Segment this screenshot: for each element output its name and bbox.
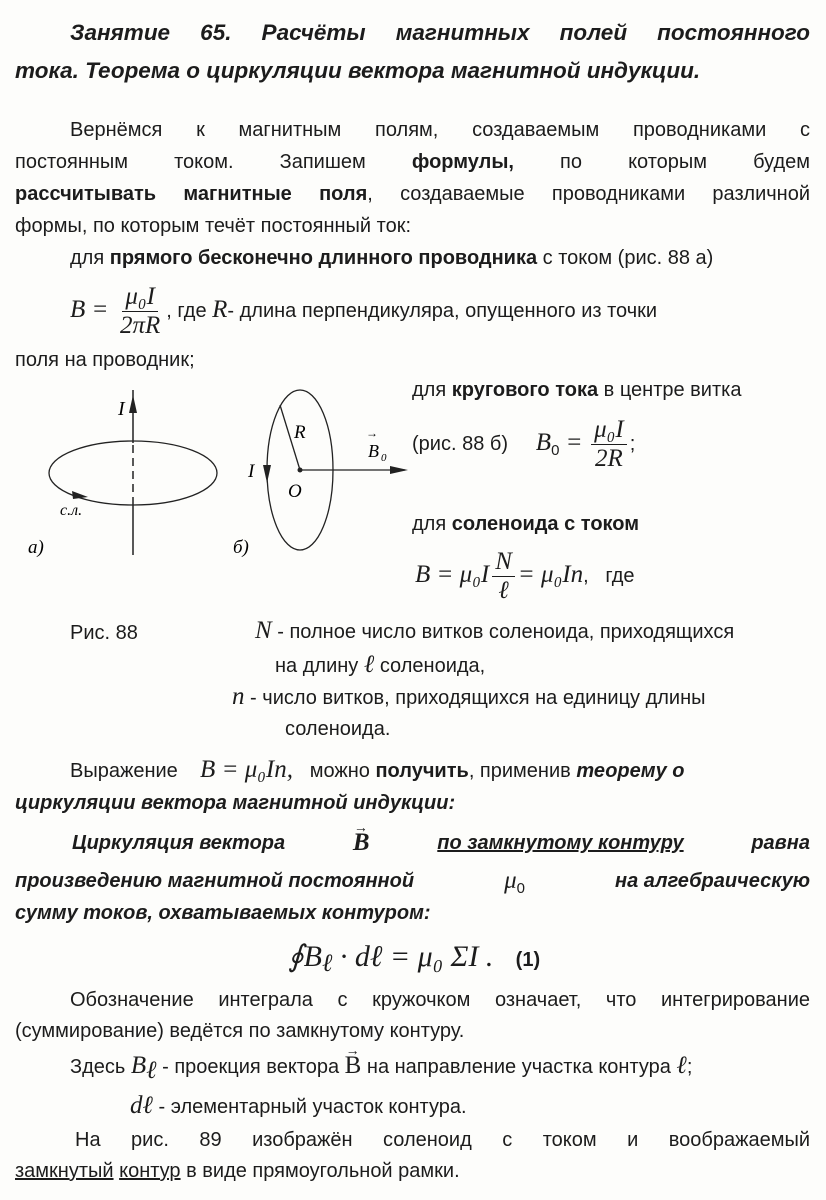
denominator: 2R xyxy=(595,445,623,473)
symbol: n xyxy=(232,683,245,710)
text: соленоида, xyxy=(374,655,486,677)
text: ; xyxy=(686,1056,693,1078)
notes-line-4 xyxy=(130,1093,467,1120)
bold-text: формулы, xyxy=(411,151,514,173)
bold-italic-text: теорему о xyxy=(576,760,685,782)
bold-text: рассчитывать магнитные поля xyxy=(15,183,368,205)
denominator: ℓ xyxy=(498,577,509,605)
circular-formula-line xyxy=(412,415,635,479)
def-n-small-line-1 xyxy=(232,684,706,711)
underlined-text: по замкнутому контуру xyxy=(437,832,684,854)
intro-line-1: Вернёмся к магнитным полям, создаваемым проводниками с xyxy=(70,119,810,141)
formula: = μ₀In xyxy=(517,561,584,588)
text: , где xyxy=(166,300,213,322)
text: (рис. 88 б) xyxy=(412,433,508,455)
notes-line-6 xyxy=(15,1158,460,1184)
solenoid-heading xyxy=(412,511,639,537)
straight-cont: поля на проводник; xyxy=(15,349,195,371)
text: на алгебраическую xyxy=(615,870,810,892)
text: на длину xyxy=(275,655,364,677)
underlined-text: контур xyxy=(119,1160,181,1182)
theorem-line-3: сумму токов, охватываемых контуром: xyxy=(15,902,431,924)
text: - элементарный участок контура. xyxy=(152,1096,467,1118)
vector-b: → B xyxy=(353,830,370,856)
text: Здесь xyxy=(70,1056,131,1078)
label-i-loop: I xyxy=(248,461,255,482)
svg-text:→: → xyxy=(366,426,378,440)
fraction xyxy=(591,416,627,473)
text: в центре витка xyxy=(598,379,742,401)
notes-line-2: (суммирование) ведётся по замкнутому контуру. xyxy=(15,1020,465,1042)
straight-formula-line xyxy=(70,282,657,340)
text: ; xyxy=(629,433,636,455)
text: в виде прямоугольной рамки. xyxy=(180,1160,460,1182)
text: , применив xyxy=(468,760,577,782)
text: на направление участка контура xyxy=(361,1056,677,1078)
label-b: б) xyxy=(233,537,249,558)
bold-text: получить xyxy=(375,760,469,782)
solenoid-formula-line xyxy=(415,547,635,605)
bold-text: прямого бесконечно длинного проводника xyxy=(109,247,538,269)
text: для xyxy=(412,379,452,401)
label-r: R xyxy=(294,422,306,443)
text: для xyxy=(412,513,452,535)
fraction xyxy=(492,548,515,605)
theorem-line-1 xyxy=(72,830,810,856)
intro-line-3 xyxy=(15,181,810,207)
label-b0-sub: 0 xyxy=(381,452,387,464)
equation-number: (1) xyxy=(515,949,541,971)
text: - длина перпендикуляра, опущенного из точки xyxy=(227,300,658,322)
symbol: B xyxy=(130,1052,147,1079)
symbol: ℓ xyxy=(676,1052,687,1079)
formula-b: B xyxy=(535,429,552,456)
symbol: ℓ xyxy=(363,651,375,678)
expr-line-2: циркуляции вектора магнитной индукции: xyxy=(15,792,456,814)
def-n-small-line-2: соленоида. xyxy=(285,718,391,740)
text: произведению магнитной постоянной xyxy=(15,870,415,892)
text: равна xyxy=(751,832,810,854)
subscript: ℓ xyxy=(321,950,333,977)
text: Циркуляция вектора xyxy=(72,832,286,854)
text: с током (рис. 88 а) xyxy=(537,247,714,269)
def-n-line-2 xyxy=(275,652,485,679)
def-n-line-1 xyxy=(255,618,734,645)
denominator: 2πR xyxy=(119,312,161,340)
formula: B = μ₀In, xyxy=(200,756,294,783)
title-line-2: тока. Теорема о циркуляции вектора магнитной индукции. xyxy=(15,58,701,83)
bold-text: соленоида с током xyxy=(451,513,640,535)
numerator: μ₀I xyxy=(122,283,158,312)
text: Выражение xyxy=(70,760,178,782)
fraction xyxy=(117,283,163,340)
text: где xyxy=(605,565,635,587)
text: - число витков, приходящихся на единицу длины xyxy=(244,687,706,709)
text: для xyxy=(70,247,110,269)
vector-b: → B xyxy=(345,1053,362,1079)
formula: · dℓ = μ₀ ΣI . xyxy=(332,940,494,973)
symbol: N xyxy=(255,617,272,644)
intro-line-4: формы, по которым течёт постоянный ток: xyxy=(15,215,412,237)
text: постоянным током. Запишем xyxy=(15,151,412,173)
current-arrow-icon xyxy=(129,395,137,413)
formula: B = μ₀I xyxy=(415,561,490,588)
figure-caption: Рис. 88 xyxy=(70,622,138,644)
notes-line-3 xyxy=(70,1053,692,1084)
straight-heading xyxy=(70,245,713,271)
b0-arrow-icon xyxy=(390,466,408,474)
label-o: O xyxy=(288,481,302,502)
theorem-line-2 xyxy=(15,868,810,902)
circular-heading xyxy=(412,377,741,403)
label-sl: с.л. xyxy=(60,502,83,519)
subscript: 0 xyxy=(516,880,525,897)
bold-text: кругового тока xyxy=(451,379,599,401)
equation-1 xyxy=(288,935,540,986)
notes-line-5: На рис. 89 изображён соленоид с током и воображаемый xyxy=(75,1129,810,1151)
equals: = xyxy=(559,429,583,456)
subscript: ℓ xyxy=(146,1057,157,1084)
title-line-1: Занятие 65. Расчёты магнитных полей постоянного xyxy=(70,20,810,45)
text: - проекция вектора xyxy=(156,1056,345,1078)
notes-line-1: Обозначение интеграла с кружочком означает, что интегрирование xyxy=(70,989,810,1011)
figure-88 xyxy=(20,375,410,575)
underlined-text: замкнутый xyxy=(15,1160,114,1182)
label-b0: B xyxy=(368,441,379,461)
symbol: dℓ xyxy=(130,1092,153,1119)
label-i: I xyxy=(118,398,125,420)
text: , xyxy=(583,565,589,587)
numerator: N xyxy=(492,548,515,577)
numerator: μ₀I xyxy=(591,416,627,445)
formula: ∮B xyxy=(288,940,322,973)
text: , создаваемые проводниками различной xyxy=(367,183,810,205)
text: можно xyxy=(309,760,376,782)
label-a: а) xyxy=(28,537,44,558)
symbol-mu: μ xyxy=(504,867,517,894)
intro-line-2 xyxy=(15,149,810,175)
field-arrow-icon xyxy=(72,491,88,499)
formula-b: B = xyxy=(70,296,109,323)
expr-line-1 xyxy=(70,757,684,784)
loop-current-arrow-icon xyxy=(263,465,271,483)
text: по которым будем xyxy=(513,151,810,173)
symbol-r: R xyxy=(212,296,228,323)
subscript: 0 xyxy=(551,442,560,459)
text: - полное число витков соленоида, приходящихся xyxy=(277,621,735,643)
